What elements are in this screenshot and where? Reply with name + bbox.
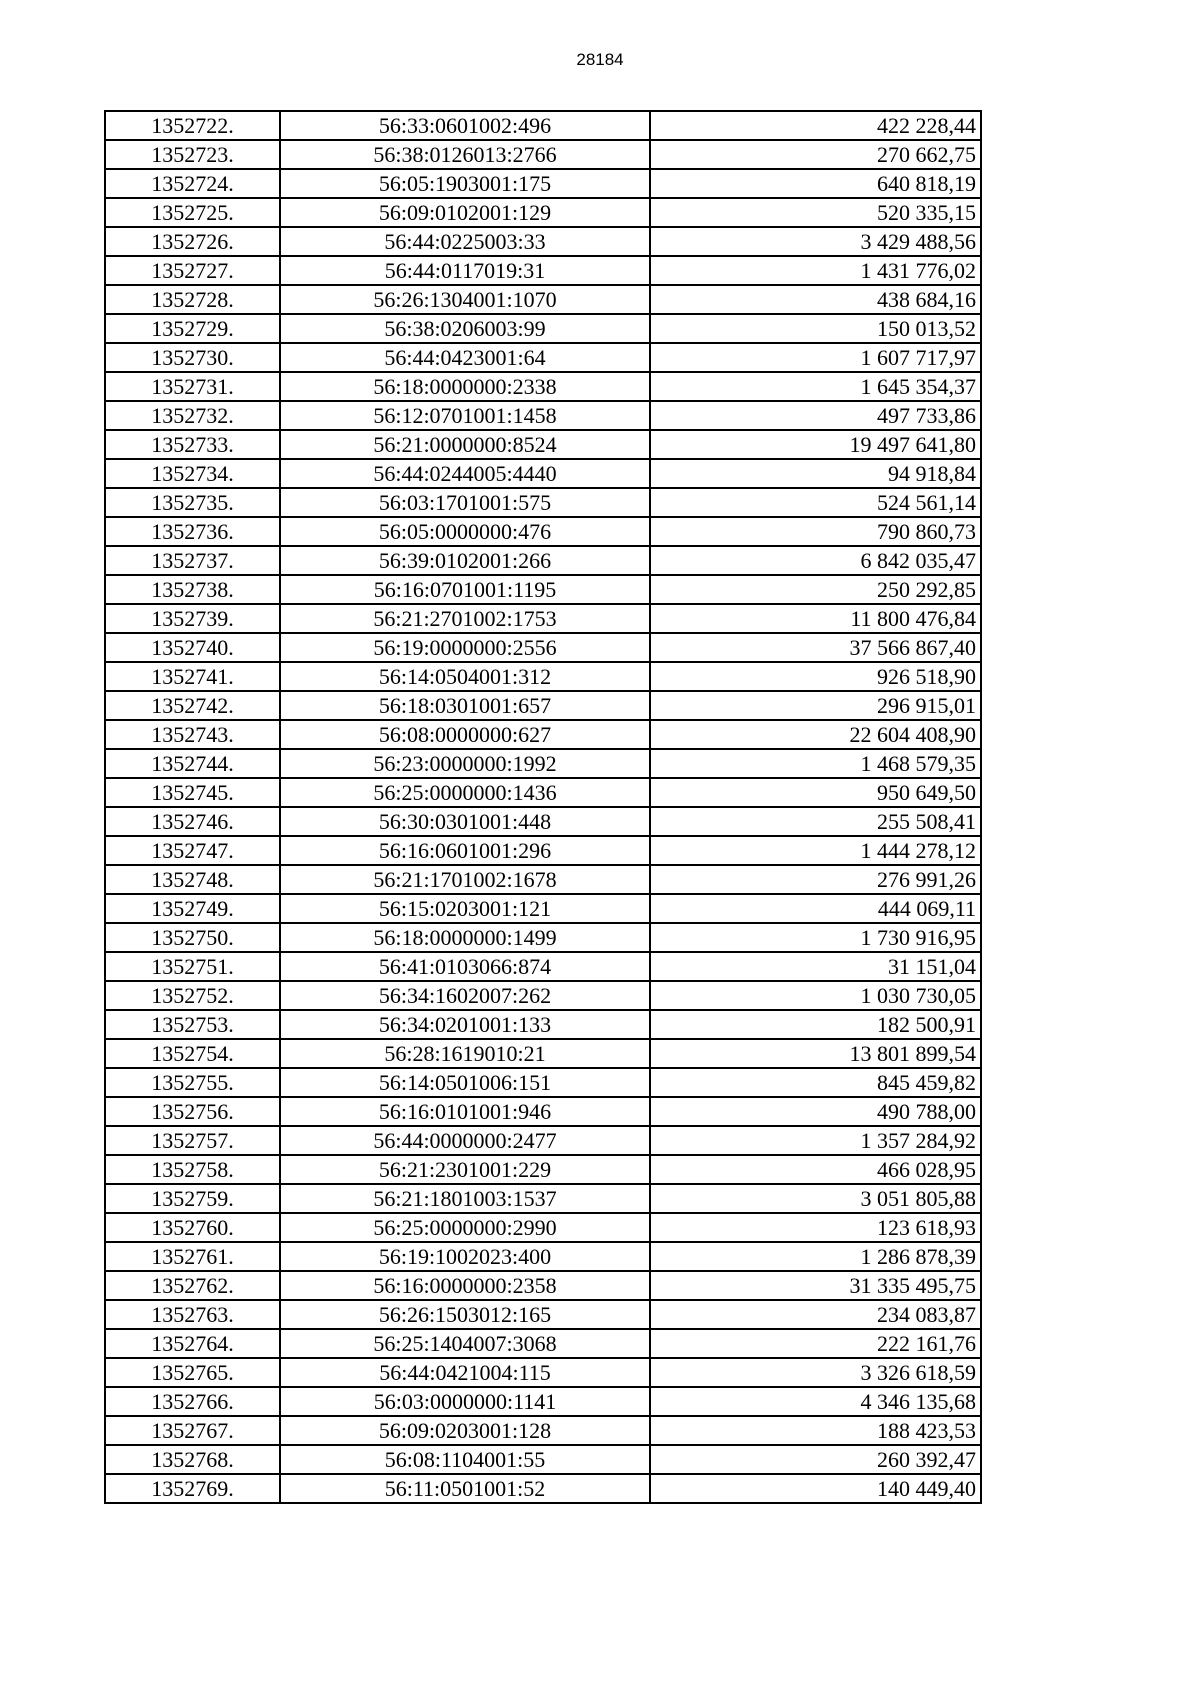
- row-number-cell: 1352760.: [105, 1213, 280, 1242]
- cadastral-number-cell: 56:30:0301001:448: [280, 807, 650, 836]
- table-row: [105, 691, 981, 720]
- cadastral-number-cell: 56:21:2701002:1753: [280, 604, 650, 633]
- table-row: [105, 430, 981, 459]
- cadastral-number-cell: 56:38:0126013:2766: [280, 140, 650, 169]
- cadastral-value-cell: 1 357 284,92: [650, 1126, 981, 1155]
- cadastral-value-cell: 37 566 867,40: [650, 633, 981, 662]
- cadastral-number-cell: 56:34:1602007:262: [280, 981, 650, 1010]
- row-number-cell: 1352767.: [105, 1416, 280, 1445]
- cadastral-number-cell: 56:34:0201001:133: [280, 1010, 650, 1039]
- table-row: [105, 227, 981, 256]
- table-row: [105, 140, 981, 169]
- row-number-cell: 1352753.: [105, 1010, 280, 1039]
- row-number-cell: 1352746.: [105, 807, 280, 836]
- cadastral-value-cell: 255 508,41: [650, 807, 981, 836]
- cadastral-value-cell: 520 335,15: [650, 198, 981, 227]
- cadastral-number-cell: 56:41:0103066:874: [280, 952, 650, 981]
- cadastral-value-cell: 1 286 878,39: [650, 1242, 981, 1271]
- cadastral-value-cell: 640 818,19: [650, 169, 981, 198]
- table-row: [105, 1126, 981, 1155]
- table-row: [105, 314, 981, 343]
- cadastral-number-cell: 56:44:0225003:33: [280, 227, 650, 256]
- cadastral-value-cell: 1 468 579,35: [650, 749, 981, 778]
- row-number-cell: 1352766.: [105, 1387, 280, 1416]
- cadastral-value-cell: 31 335 495,75: [650, 1271, 981, 1300]
- row-number-cell: 1352754.: [105, 1039, 280, 1068]
- cadastral-number-cell: 56:44:0421004:115: [280, 1358, 650, 1387]
- cadastral-number-cell: 56:16:0601001:296: [280, 836, 650, 865]
- cadastral-number-cell: 56:44:0000000:2477: [280, 1126, 650, 1155]
- cadastral-number-cell: 56:14:0504001:312: [280, 662, 650, 691]
- cadastral-value-cell: 950 649,50: [650, 778, 981, 807]
- table-row: [105, 633, 981, 662]
- row-number-cell: 1352736.: [105, 517, 280, 546]
- cadastral-value-cell: 3 051 805,88: [650, 1184, 981, 1213]
- row-number-cell: 1352748.: [105, 865, 280, 894]
- cadastral-value-cell: 19 497 641,80: [650, 430, 981, 459]
- row-number-cell: 1352759.: [105, 1184, 280, 1213]
- cadastral-number-cell: 56:18:0000000:2338: [280, 372, 650, 401]
- row-number-cell: 1352742.: [105, 691, 280, 720]
- cadastral-value-cell: 438 684,16: [650, 285, 981, 314]
- cadastral-value-cell: 444 069,11: [650, 894, 981, 923]
- cadastral-value-cell: 6 842 035,47: [650, 546, 981, 575]
- cadastral-number-cell: 56:38:0206003:99: [280, 314, 650, 343]
- row-number-cell: 1352729.: [105, 314, 280, 343]
- cadastral-number-cell: 56:25:1404007:3068: [280, 1329, 650, 1358]
- row-number-cell: 1352726.: [105, 227, 280, 256]
- row-number-cell: 1352733.: [105, 430, 280, 459]
- cadastral-number-cell: 56:18:0000000:1499: [280, 923, 650, 952]
- table-row: [105, 1445, 981, 1474]
- cadastral-value-cell: 31 151,04: [650, 952, 981, 981]
- cadastral-value-cell: 490 788,00: [650, 1097, 981, 1126]
- table-row: [105, 256, 981, 285]
- table-row: [105, 952, 981, 981]
- row-number-cell: 1352734.: [105, 459, 280, 488]
- cadastral-number-cell: 56:08:0000000:627: [280, 720, 650, 749]
- cadastral-value-cell: 3 326 618,59: [650, 1358, 981, 1387]
- row-number-cell: 1352756.: [105, 1097, 280, 1126]
- cadastral-number-cell: 56:12:0701001:1458: [280, 401, 650, 430]
- cadastral-number-cell: 56:39:0102001:266: [280, 546, 650, 575]
- cadastral-number-cell: 56:23:0000000:1992: [280, 749, 650, 778]
- table-row: [105, 807, 981, 836]
- row-number-cell: 1352724.: [105, 169, 280, 198]
- row-number-cell: 1352738.: [105, 575, 280, 604]
- row-number-cell: 1352745.: [105, 778, 280, 807]
- row-number-cell: 1352725.: [105, 198, 280, 227]
- cadastral-number-cell: 56:09:0203001:128: [280, 1416, 650, 1445]
- row-number-cell: 1352728.: [105, 285, 280, 314]
- table-row: [105, 604, 981, 633]
- row-number-cell: 1352737.: [105, 546, 280, 575]
- cadastral-value-cell: 250 292,85: [650, 575, 981, 604]
- cadastral-value-cell: 270 662,75: [650, 140, 981, 169]
- page-number: 28184: [576, 50, 624, 69]
- table-row: [105, 1416, 981, 1445]
- cadastral-number-cell: 56:44:0423001:64: [280, 343, 650, 372]
- table-row: [105, 546, 981, 575]
- cadastral-number-cell: 56:19:1002023:400: [280, 1242, 650, 1271]
- table-row: [105, 1387, 981, 1416]
- table-row: [105, 1184, 981, 1213]
- cadastral-number-cell: 56:16:0701001:1195: [280, 575, 650, 604]
- cadastral-value-cell: 524 561,14: [650, 488, 981, 517]
- row-number-cell: 1352755.: [105, 1068, 280, 1097]
- cadastral-value-cell: 1 030 730,05: [650, 981, 981, 1010]
- cadastral-value-cell: 234 083,87: [650, 1300, 981, 1329]
- cadastral-number-cell: 56:15:0203001:121: [280, 894, 650, 923]
- cadastral-number-cell: 56:21:0000000:8524: [280, 430, 650, 459]
- cadastral-number-cell: 56:21:1701002:1678: [280, 865, 650, 894]
- cadastral-value-cell: 123 618,93: [650, 1213, 981, 1242]
- table-row: [105, 459, 981, 488]
- row-number-cell: 1352758.: [105, 1155, 280, 1184]
- row-number-cell: 1352735.: [105, 488, 280, 517]
- cadastral-value-cell: 188 423,53: [650, 1416, 981, 1445]
- cadastral-value-cell: 422 228,44: [650, 111, 981, 140]
- table-row: [105, 1010, 981, 1039]
- registry-table-body: [105, 111, 981, 1503]
- cadastral-value-cell: 182 500,91: [650, 1010, 981, 1039]
- cadastral-number-cell: 56:03:0000000:1141: [280, 1387, 650, 1416]
- cadastral-value-cell: 790 860,73: [650, 517, 981, 546]
- table-row: [105, 169, 981, 198]
- cadastral-number-cell: 56:14:0501006:151: [280, 1068, 650, 1097]
- cadastral-number-cell: 56:11:0501001:52: [280, 1474, 650, 1503]
- cadastral-value-cell: 13 801 899,54: [650, 1039, 981, 1068]
- table-row: [105, 1039, 981, 1068]
- row-number-cell: 1352752.: [105, 981, 280, 1010]
- cadastral-number-cell: 56:16:0101001:946: [280, 1097, 650, 1126]
- row-number-cell: 1352757.: [105, 1126, 280, 1155]
- cadastral-value-cell: 1 607 717,97: [650, 343, 981, 372]
- row-number-cell: 1352768.: [105, 1445, 280, 1474]
- table-row: [105, 749, 981, 778]
- cadastral-number-cell: 56:21:2301001:229: [280, 1155, 650, 1184]
- cadastral-value-cell: 222 161,76: [650, 1329, 981, 1358]
- table-row: [105, 517, 981, 546]
- table-row: [105, 1155, 981, 1184]
- row-number-cell: 1352750.: [105, 923, 280, 952]
- cadastral-number-cell: 56:33:0601002:496: [280, 111, 650, 140]
- cadastral-value-cell: 1 444 278,12: [650, 836, 981, 865]
- cadastral-number-cell: 56:21:1801003:1537: [280, 1184, 650, 1213]
- table-row: [105, 343, 981, 372]
- table-row: [105, 981, 981, 1010]
- table-row: [105, 1300, 981, 1329]
- row-number-cell: 1352744.: [105, 749, 280, 778]
- cadastral-value-cell: 94 918,84: [650, 459, 981, 488]
- cadastral-number-cell: 56:26:1503012:165: [280, 1300, 650, 1329]
- cadastral-value-cell: 1 431 776,02: [650, 256, 981, 285]
- registry-table: [104, 110, 982, 1504]
- cadastral-number-cell: 56:25:0000000:2990: [280, 1213, 650, 1242]
- table-row: [105, 1097, 981, 1126]
- cadastral-value-cell: 1 645 354,37: [650, 372, 981, 401]
- row-number-cell: 1352739.: [105, 604, 280, 633]
- row-number-cell: 1352765.: [105, 1358, 280, 1387]
- table-row: [105, 1358, 981, 1387]
- cadastral-value-cell: 466 028,95: [650, 1155, 981, 1184]
- table-row: [105, 372, 981, 401]
- cadastral-number-cell: 56:16:0000000:2358: [280, 1271, 650, 1300]
- table-row: [105, 894, 981, 923]
- table-row: [105, 865, 981, 894]
- cadastral-number-cell: 56:44:0117019:31: [280, 256, 650, 285]
- cadastral-number-cell: 56:44:0244005:4440: [280, 459, 650, 488]
- cadastral-value-cell: 140 449,40: [650, 1474, 981, 1503]
- table-row: [105, 662, 981, 691]
- row-number-cell: 1352762.: [105, 1271, 280, 1300]
- cadastral-number-cell: 56:18:0301001:657: [280, 691, 650, 720]
- cadastral-number-cell: 56:28:1619010:21: [280, 1039, 650, 1068]
- cadastral-value-cell: 276 991,26: [650, 865, 981, 894]
- row-number-cell: 1352727.: [105, 256, 280, 285]
- table-row: [105, 778, 981, 807]
- row-number-cell: 1352741.: [105, 662, 280, 691]
- table-row: [105, 1242, 981, 1271]
- cadastral-number-cell: 56:05:1903001:175: [280, 169, 650, 198]
- cadastral-value-cell: 11 800 476,84: [650, 604, 981, 633]
- cadastral-value-cell: 1 730 916,95: [650, 923, 981, 952]
- cadastral-value-cell: 926 518,90: [650, 662, 981, 691]
- cadastral-value-cell: 845 459,82: [650, 1068, 981, 1097]
- cadastral-value-cell: 150 013,52: [650, 314, 981, 343]
- table-row: [105, 198, 981, 227]
- table-row: [105, 836, 981, 865]
- table-row: [105, 1271, 981, 1300]
- cadastral-value-cell: 4 346 135,68: [650, 1387, 981, 1416]
- table-row: [105, 285, 981, 314]
- cadastral-value-cell: 3 429 488,56: [650, 227, 981, 256]
- cadastral-number-cell: 56:25:0000000:1436: [280, 778, 650, 807]
- table-row: [105, 488, 981, 517]
- table-row: [105, 720, 981, 749]
- row-number-cell: 1352747.: [105, 836, 280, 865]
- cadastral-value-cell: 296 915,01: [650, 691, 981, 720]
- cadastral-number-cell: 56:09:0102001:129: [280, 198, 650, 227]
- table-row: [105, 401, 981, 430]
- row-number-cell: 1352740.: [105, 633, 280, 662]
- row-number-cell: 1352743.: [105, 720, 280, 749]
- table-row: [105, 923, 981, 952]
- cadastral-value-cell: 497 733,86: [650, 401, 981, 430]
- row-number-cell: 1352723.: [105, 140, 280, 169]
- row-number-cell: 1352722.: [105, 111, 280, 140]
- table-row: [105, 1329, 981, 1358]
- cadastral-number-cell: 56:03:1701001:575: [280, 488, 650, 517]
- cadastral-value-cell: 260 392,47: [650, 1445, 981, 1474]
- row-number-cell: 1352764.: [105, 1329, 280, 1358]
- cadastral-number-cell: 56:26:1304001:1070: [280, 285, 650, 314]
- table-row: [105, 1474, 981, 1503]
- row-number-cell: 1352761.: [105, 1242, 280, 1271]
- row-number-cell: 1352749.: [105, 894, 280, 923]
- row-number-cell: 1352731.: [105, 372, 280, 401]
- table-row: [105, 1068, 981, 1097]
- table-row: [105, 1213, 981, 1242]
- row-number-cell: 1352763.: [105, 1300, 280, 1329]
- row-number-cell: 1352751.: [105, 952, 280, 981]
- table-row: [105, 111, 981, 140]
- cadastral-number-cell: 56:08:1104001:55: [280, 1445, 650, 1474]
- row-number-cell: 1352730.: [105, 343, 280, 372]
- row-number-cell: 1352769.: [105, 1474, 280, 1503]
- cadastral-number-cell: 56:19:0000000:2556: [280, 633, 650, 662]
- table-row: [105, 575, 981, 604]
- cadastral-number-cell: 56:05:0000000:476: [280, 517, 650, 546]
- cadastral-value-cell: 22 604 408,90: [650, 720, 981, 749]
- row-number-cell: 1352732.: [105, 401, 280, 430]
